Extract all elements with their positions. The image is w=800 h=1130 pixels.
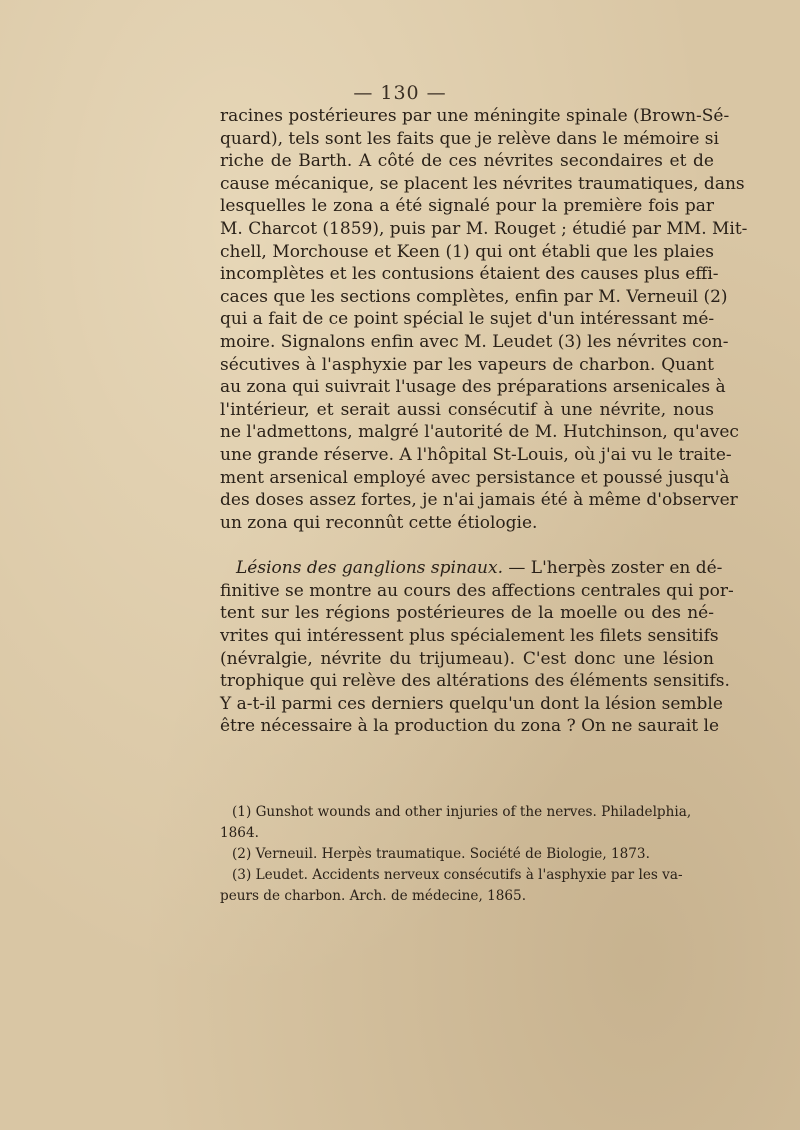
text-line: au zona qui suivrait l'usage des préparations arsenicales à (220, 377, 726, 398)
text-line: sécutives à l'asphyxie par les vapeurs de charbon. Quant (220, 354, 714, 375)
text-line: un zona qui reconnût cette étiologie. (220, 512, 538, 533)
text-line (220, 557, 723, 580)
section-heading-inline: Lésions des ganglions spinaux. (236, 558, 503, 579)
paragraph-1 (220, 105, 748, 534)
footnote-line: (1) Gunshot wounds and other injuries of the nerves. Philadelphia, (232, 804, 692, 820)
text-line: trophique qui relève des altérations des éléments sensitifs. (220, 671, 730, 692)
text-line: lesquelles le zona a été signalé pour la première fois par (220, 196, 714, 217)
main-text (220, 105, 748, 738)
text-line: quard), tels sont les faits que je relève dans le mémoire si (220, 128, 719, 149)
footnote-1 (220, 802, 714, 844)
text-line: une grande réserve. A l'hôpital St-Louis, où j'ai vu le traite- (220, 444, 732, 465)
text-line: vrites qui intéressent plus spécialement les filets sensitifs (220, 626, 719, 647)
text-line: ment arsenical employé avec persistance et poussé jusqu'à (220, 467, 730, 488)
footnote-line: (2) Verneuil. Herpès traumatique. Société de Biologie, 1873. (232, 846, 650, 862)
footnote-line: 1864. (220, 825, 259, 841)
text-line: être nécessaire à la production du zona ? On ne saurait le (220, 716, 720, 737)
text-run: — L'herpès zoster en dé- (503, 558, 723, 579)
text-line: caces que les sections complètes, enfin par M. Verneuil (2) (220, 286, 728, 307)
footnote-line: peurs de charbon. Arch. de médecine, 1865. (220, 888, 527, 904)
footnote-2 (220, 844, 714, 865)
footnotes (220, 802, 714, 907)
footnote-line: (3) Leudet. Accidents nerveux consécutifs à l'asphyxie par les va- (232, 867, 683, 883)
text-line: chell, Morchouse et Keen (1) qui ont établi que les plaies (220, 241, 714, 262)
paragraph-2 (220, 557, 734, 738)
text-line: finitive se montre au cours des affections centrales qui por- (220, 580, 734, 601)
footnote-3 (220, 865, 714, 907)
text-line: tent sur les régions postérieures de la moelle ou des né- (220, 603, 714, 624)
text-line: cause mécanique, se placent les névrites traumatiques, dans (220, 173, 745, 194)
text-line: Y a-t-il parmi ces derniers quelqu'un dont la lésion semble (220, 693, 723, 714)
text-line: racines postérieures par une méningite spinale (Brown-Sé- (220, 106, 730, 126)
text-line: l'intérieur, et serait aussi consécutif à une névrite, nous (220, 399, 714, 420)
page-number: — 130 — (353, 82, 447, 104)
text-line: riche de Barth. A côté de ces névrites secondaires et de (220, 151, 714, 172)
text-line: (névralgie, névrite du trijumeau). C'est donc une lésion (220, 648, 714, 669)
text-line: incomplètes et les contusions étaient des causes plus effi- (220, 264, 719, 285)
text-line: des doses assez fortes, je n'ai jamais été à même d'observer (220, 490, 738, 511)
text-line: ne l'admettons, malgré l'autorité de M. Hutchinson, qu'avec (220, 422, 739, 443)
text-line: M. Charcot (1859), puis par M. Rouget ; étudié par MM. Mit- (220, 218, 748, 239)
paragraph-gap (220, 534, 714, 557)
text-line: qui a fait de ce point spécial le sujet d'un intéressant mé- (220, 309, 715, 330)
text-line: moire. Signalons enfin avec M. Leudet (3) les névrites con- (220, 331, 729, 352)
